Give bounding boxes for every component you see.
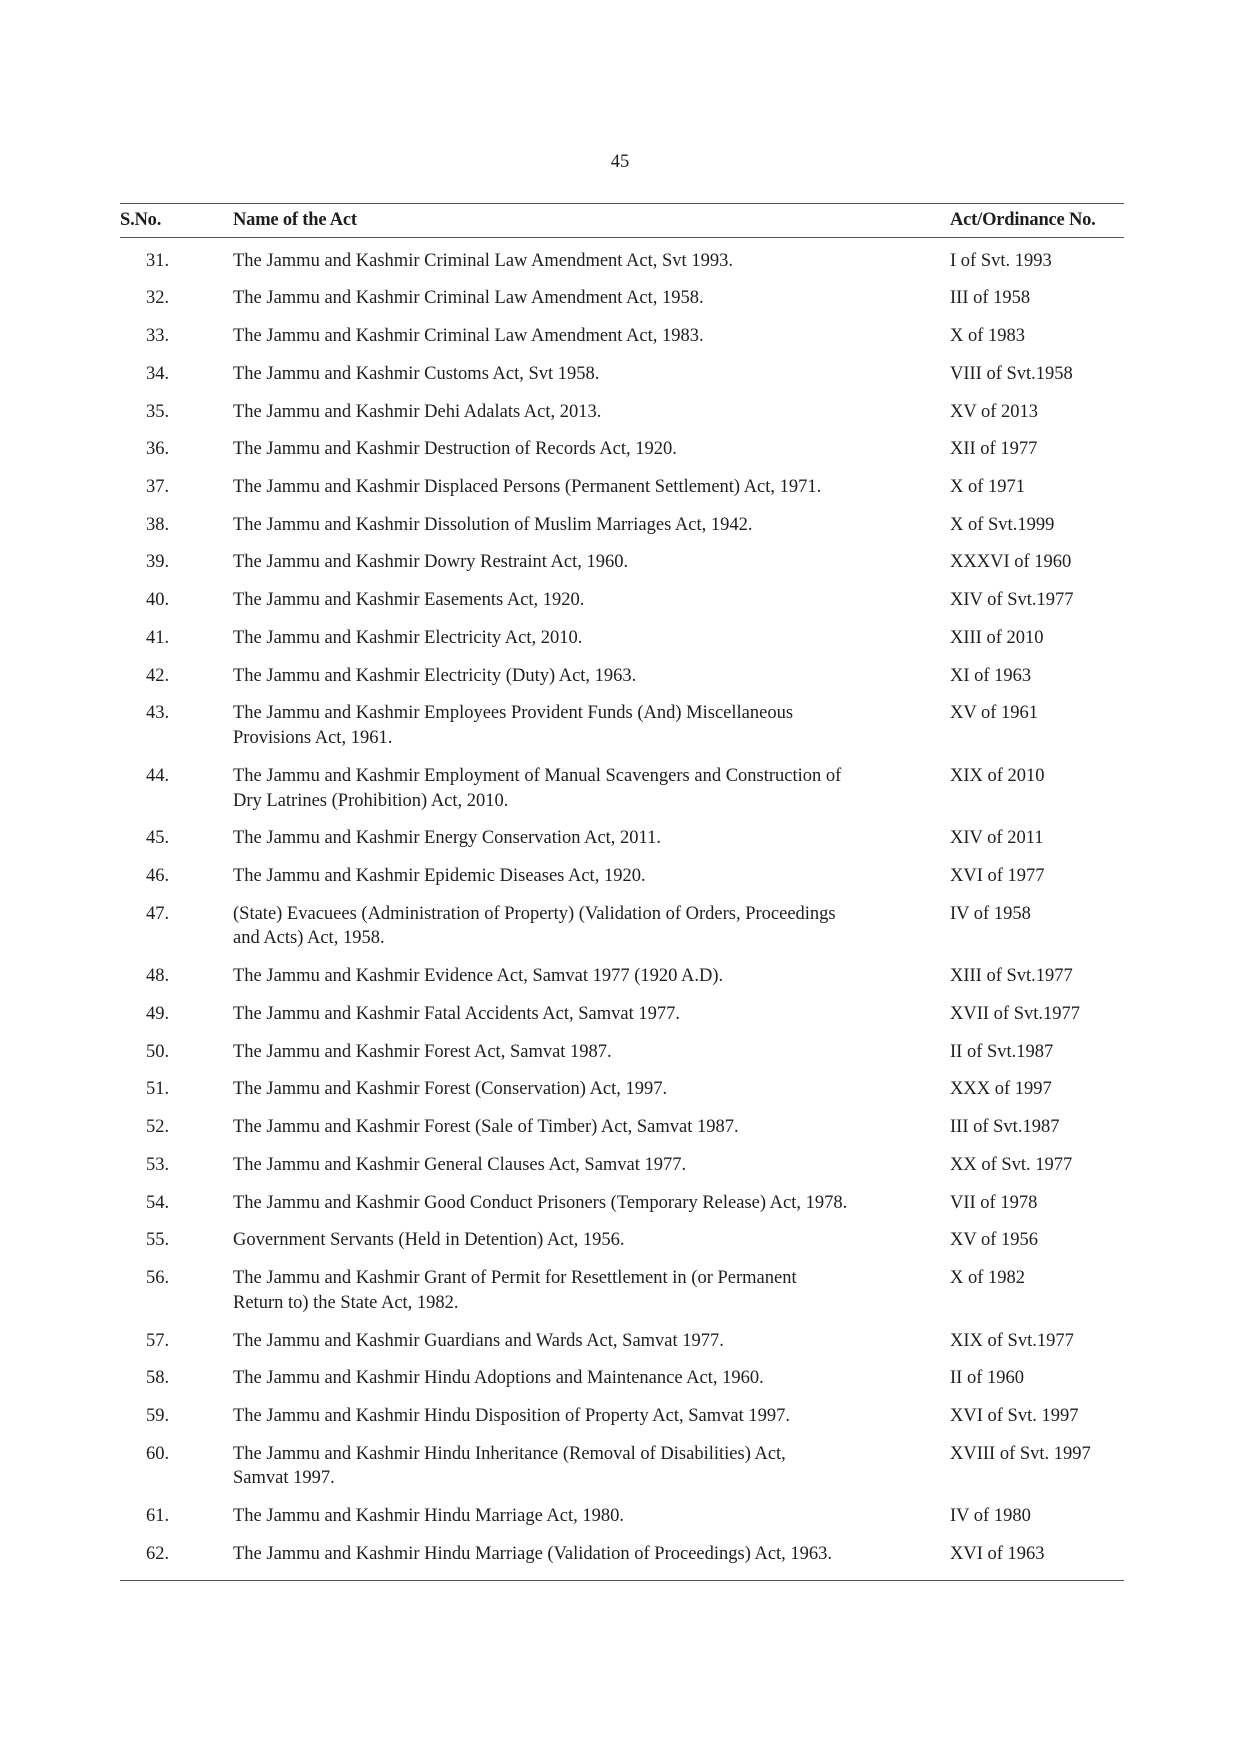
act-ordinance-number: XV of 1961 [950,703,1039,724]
act-name: The Jammu and Kashmir Hindu Marriage Act, 1980. [233,1506,624,1527]
act-ordinance-number: X of 1983 [950,326,1026,347]
row-serial-number: 54. [146,1192,170,1213]
act-name: The Jammu and Kashmir Electricity (Duty) Act, 1963. [233,665,637,686]
table-row [120,506,1124,544]
table-row [120,393,1124,431]
row-serial-number: 37. [146,477,170,497]
table-row [120,1435,1124,1497]
act-name: The Jammu and Kashmir Customs Act, Svt 1958. [233,363,600,384]
row-serial-number: 50. [146,1041,170,1062]
act-name: The Jammu and Kashmir Hindu Adoptions and Maintenance Act, 1960. [233,1368,764,1389]
act-name: The Jammu and Kashmir Forest (Sale of Timber) Act, Samvat 1987. [233,1117,739,1138]
row-serial-number: 43. [146,703,170,724]
row-serial-number: 39. [146,552,170,573]
act-ordinance-number: X of 1982 [950,1268,1026,1289]
row-serial-number: 41. [146,627,170,648]
act-ordinance-number: XXXVI of 1960 [950,552,1072,573]
column-header-serial-number: S.No. [120,204,233,238]
act-name: The Jammu and Kashmir General Clauses Act, Samvat 1977. [233,1154,687,1175]
act-name: The Jammu and Kashmir Hindu Disposition of Property Act, Samvat 1997. [233,1405,790,1426]
row-serial-number: 35. [146,401,170,422]
table-row [120,355,1124,393]
row-serial-number: 32. [146,288,170,309]
act-ordinance-number: XX of Svt. 1977 [950,1154,1073,1175]
act-ordinance-number: XV of 2013 [950,401,1039,422]
table-row [120,695,1124,757]
act-name: The Jammu and Kashmir Electricity Act, 2010. [233,627,583,648]
act-name: The Jammu and Kashmir Good Conduct Prisoners (Temporary Release) Act, 1978. [233,1192,848,1213]
table-row [120,619,1124,657]
act-name: The Jammu and Kashmir Criminal Law Amendment Act, Svt 1993. [233,250,733,271]
act-ordinance-number: XVIII of Svt. 1997 [950,1443,1091,1464]
acts-table [120,203,1124,1581]
act-ordinance-number: II of Svt.1987 [950,1041,1054,1062]
act-name: The Jammu and Kashmir Energy Conservation Act, 2011. [233,828,661,849]
act-name: The Jammu and Kashmir Fatal Accidents Act, Samvat 1977. [233,1003,680,1024]
act-ordinance-number: XIV of Svt.1977 [950,590,1074,611]
act-name: The Jammu and Kashmir Destruction of Records Act, 1920. [233,439,677,460]
row-serial-number: 33. [146,326,170,347]
row-serial-number: 62. [146,1543,170,1564]
act-name: The Jammu and Kashmir Dowry Restraint Act, 1960. [233,552,629,573]
table-row [120,858,1124,896]
table-row [120,280,1124,318]
act-ordinance-number: X of Svt.1999 [950,514,1055,535]
act-name: The Jammu and Kashmir Displaced Persons (Permanent Settlement) Act, 1971. [233,477,822,497]
row-serial-number: 40. [146,590,170,611]
act-name: The Jammu and Kashmir Dehi Adalats Act, 2013. [233,401,602,422]
act-name: The Jammu and Kashmir Hindu Inheritance (Removal of Disabilities) Act, Samvat 1997. [233,1443,786,1489]
table-row [120,1498,1124,1536]
row-serial-number: 56. [146,1268,170,1289]
row-serial-number: 51. [146,1079,170,1100]
act-name: The Jammu and Kashmir Dissolution of Muslim Marriages Act, 1942. [233,514,753,535]
table-row [120,1322,1124,1360]
act-ordinance-number: XVI of Svt. 1997 [950,1405,1079,1426]
table-row [120,1184,1124,1222]
header-row [120,204,1124,238]
table-row [120,895,1124,957]
row-serial-number: 48. [146,966,170,987]
row-serial-number: 55. [146,1230,170,1251]
act-name: The Jammu and Kashmir Criminal Law Amendment Act, 1958. [233,288,704,309]
table-row [120,995,1124,1033]
act-ordinance-number: XVI of 1977 [950,866,1045,887]
act-name: The Jammu and Kashmir Employees Provident Funds (And) Miscellaneous Provisions Act, 1961. [233,703,794,749]
row-serial-number: 61. [146,1506,170,1527]
table-row [120,820,1124,858]
act-ordinance-number: II of 1960 [950,1368,1024,1389]
table-row [120,1146,1124,1184]
act-name: Government Servants (Held in Detention) Act, 1956. [233,1230,625,1251]
act-name: The Jammu and Kashmir Evidence Act, Samvat 1977 (1920 A.D). [233,966,724,987]
row-serial-number: 58. [146,1368,170,1389]
table-row [120,431,1124,469]
table-row [120,1535,1124,1580]
table-row [120,582,1124,620]
act-name: The Jammu and Kashmir Guardians and Wards Act, Samvat 1977. [233,1330,724,1351]
page-number: 45 [610,152,630,172]
column-header-act-ordinance-number: Act/Ordinance No. [950,204,1124,238]
act-ordinance-number: I of Svt. 1993 [950,250,1052,271]
table-row [120,1109,1124,1147]
act-name: The Jammu and Kashmir Grant of Permit for Resettlement in (or Permanent Return to) the State Act, 1982. [233,1268,797,1313]
table-header [120,204,1124,238]
table-row [120,1071,1124,1109]
row-serial-number: 59. [146,1405,170,1426]
table-row [120,958,1124,996]
row-serial-number: 46. [146,866,170,887]
act-ordinance-number: III of 1958 [950,288,1031,309]
act-name: (State) Evacuees (Administration of Property) (Validation of Orders, Proceedings and Acts) Act, 1958. [233,903,836,949]
act-ordinance-number: IV of 1980 [950,1506,1031,1527]
act-ordinance-number: XIX of 2010 [950,765,1045,786]
act-ordinance-number: XVI of 1963 [950,1543,1045,1564]
row-serial-number: 44. [146,765,170,786]
act-name: The Jammu and Kashmir Hindu Marriage (Validation of Proceedings) Act, 1963. [233,1543,833,1564]
row-serial-number: 38. [146,514,170,535]
table-row [120,318,1124,356]
table-row [120,544,1124,582]
table-row [120,1260,1124,1322]
row-serial-number: 42. [146,665,170,686]
act-ordinance-number: XII of 1977 [950,439,1038,460]
act-ordinance-number: XIX of Svt.1977 [950,1330,1074,1351]
row-serial-number: 53. [146,1154,170,1175]
row-serial-number: 34. [146,363,170,384]
act-ordinance-number: XXX of 1997 [950,1079,1052,1100]
row-serial-number: 45. [146,828,170,849]
act-name: The Jammu and Kashmir Forest (Conservation) Act, 1997. [233,1079,668,1100]
row-serial-number: 36. [146,439,170,460]
table-row [120,1033,1124,1071]
row-serial-number: 47. [146,903,170,924]
table-row [120,238,1124,280]
act-ordinance-number: III of Svt.1987 [950,1117,1060,1138]
act-name: The Jammu and Kashmir Forest Act, Samvat 1987. [233,1041,612,1062]
act-ordinance-number: VII of 1978 [950,1192,1038,1213]
act-ordinance-number: X of 1971 [950,477,1026,497]
table-row [120,657,1124,695]
act-ordinance-number: IV of 1958 [950,903,1031,924]
table-row [120,1222,1124,1260]
table-row [120,1397,1124,1435]
act-ordinance-number: XIV of 2011 [950,828,1044,849]
act-ordinance-number: XIII of 2010 [950,627,1044,648]
row-serial-number: 49. [146,1003,170,1024]
act-ordinance-number: XVII of Svt.1977 [950,1003,1081,1024]
table-body [120,238,1124,1581]
row-serial-number: 60. [146,1443,170,1464]
table-row [120,468,1124,506]
act-ordinance-number: XV of 1956 [950,1230,1039,1251]
act-name: The Jammu and Kashmir Employment of Manual Scavengers and Construction of Dry Latrines (Prohibition) Act, 2010. [233,765,842,811]
row-serial-number: 31. [146,250,170,271]
act-ordinance-number: VIII of Svt.1958 [950,363,1073,384]
row-serial-number: 52. [146,1117,170,1138]
table-row [120,757,1124,819]
act-ordinance-number: XI of 1963 [950,665,1032,686]
row-serial-number: 57. [146,1330,170,1351]
act-ordinance-number: XIII of Svt.1977 [950,966,1073,987]
act-name: The Jammu and Kashmir Criminal Law Amendment Act, 1983. [233,326,704,347]
table-row [120,1360,1124,1398]
column-header-act-name: Name of the Act [233,204,950,238]
act-name: The Jammu and Kashmir Epidemic Diseases Act, 1920. [233,866,646,887]
act-name: The Jammu and Kashmir Easements Act, 1920. [233,590,585,611]
